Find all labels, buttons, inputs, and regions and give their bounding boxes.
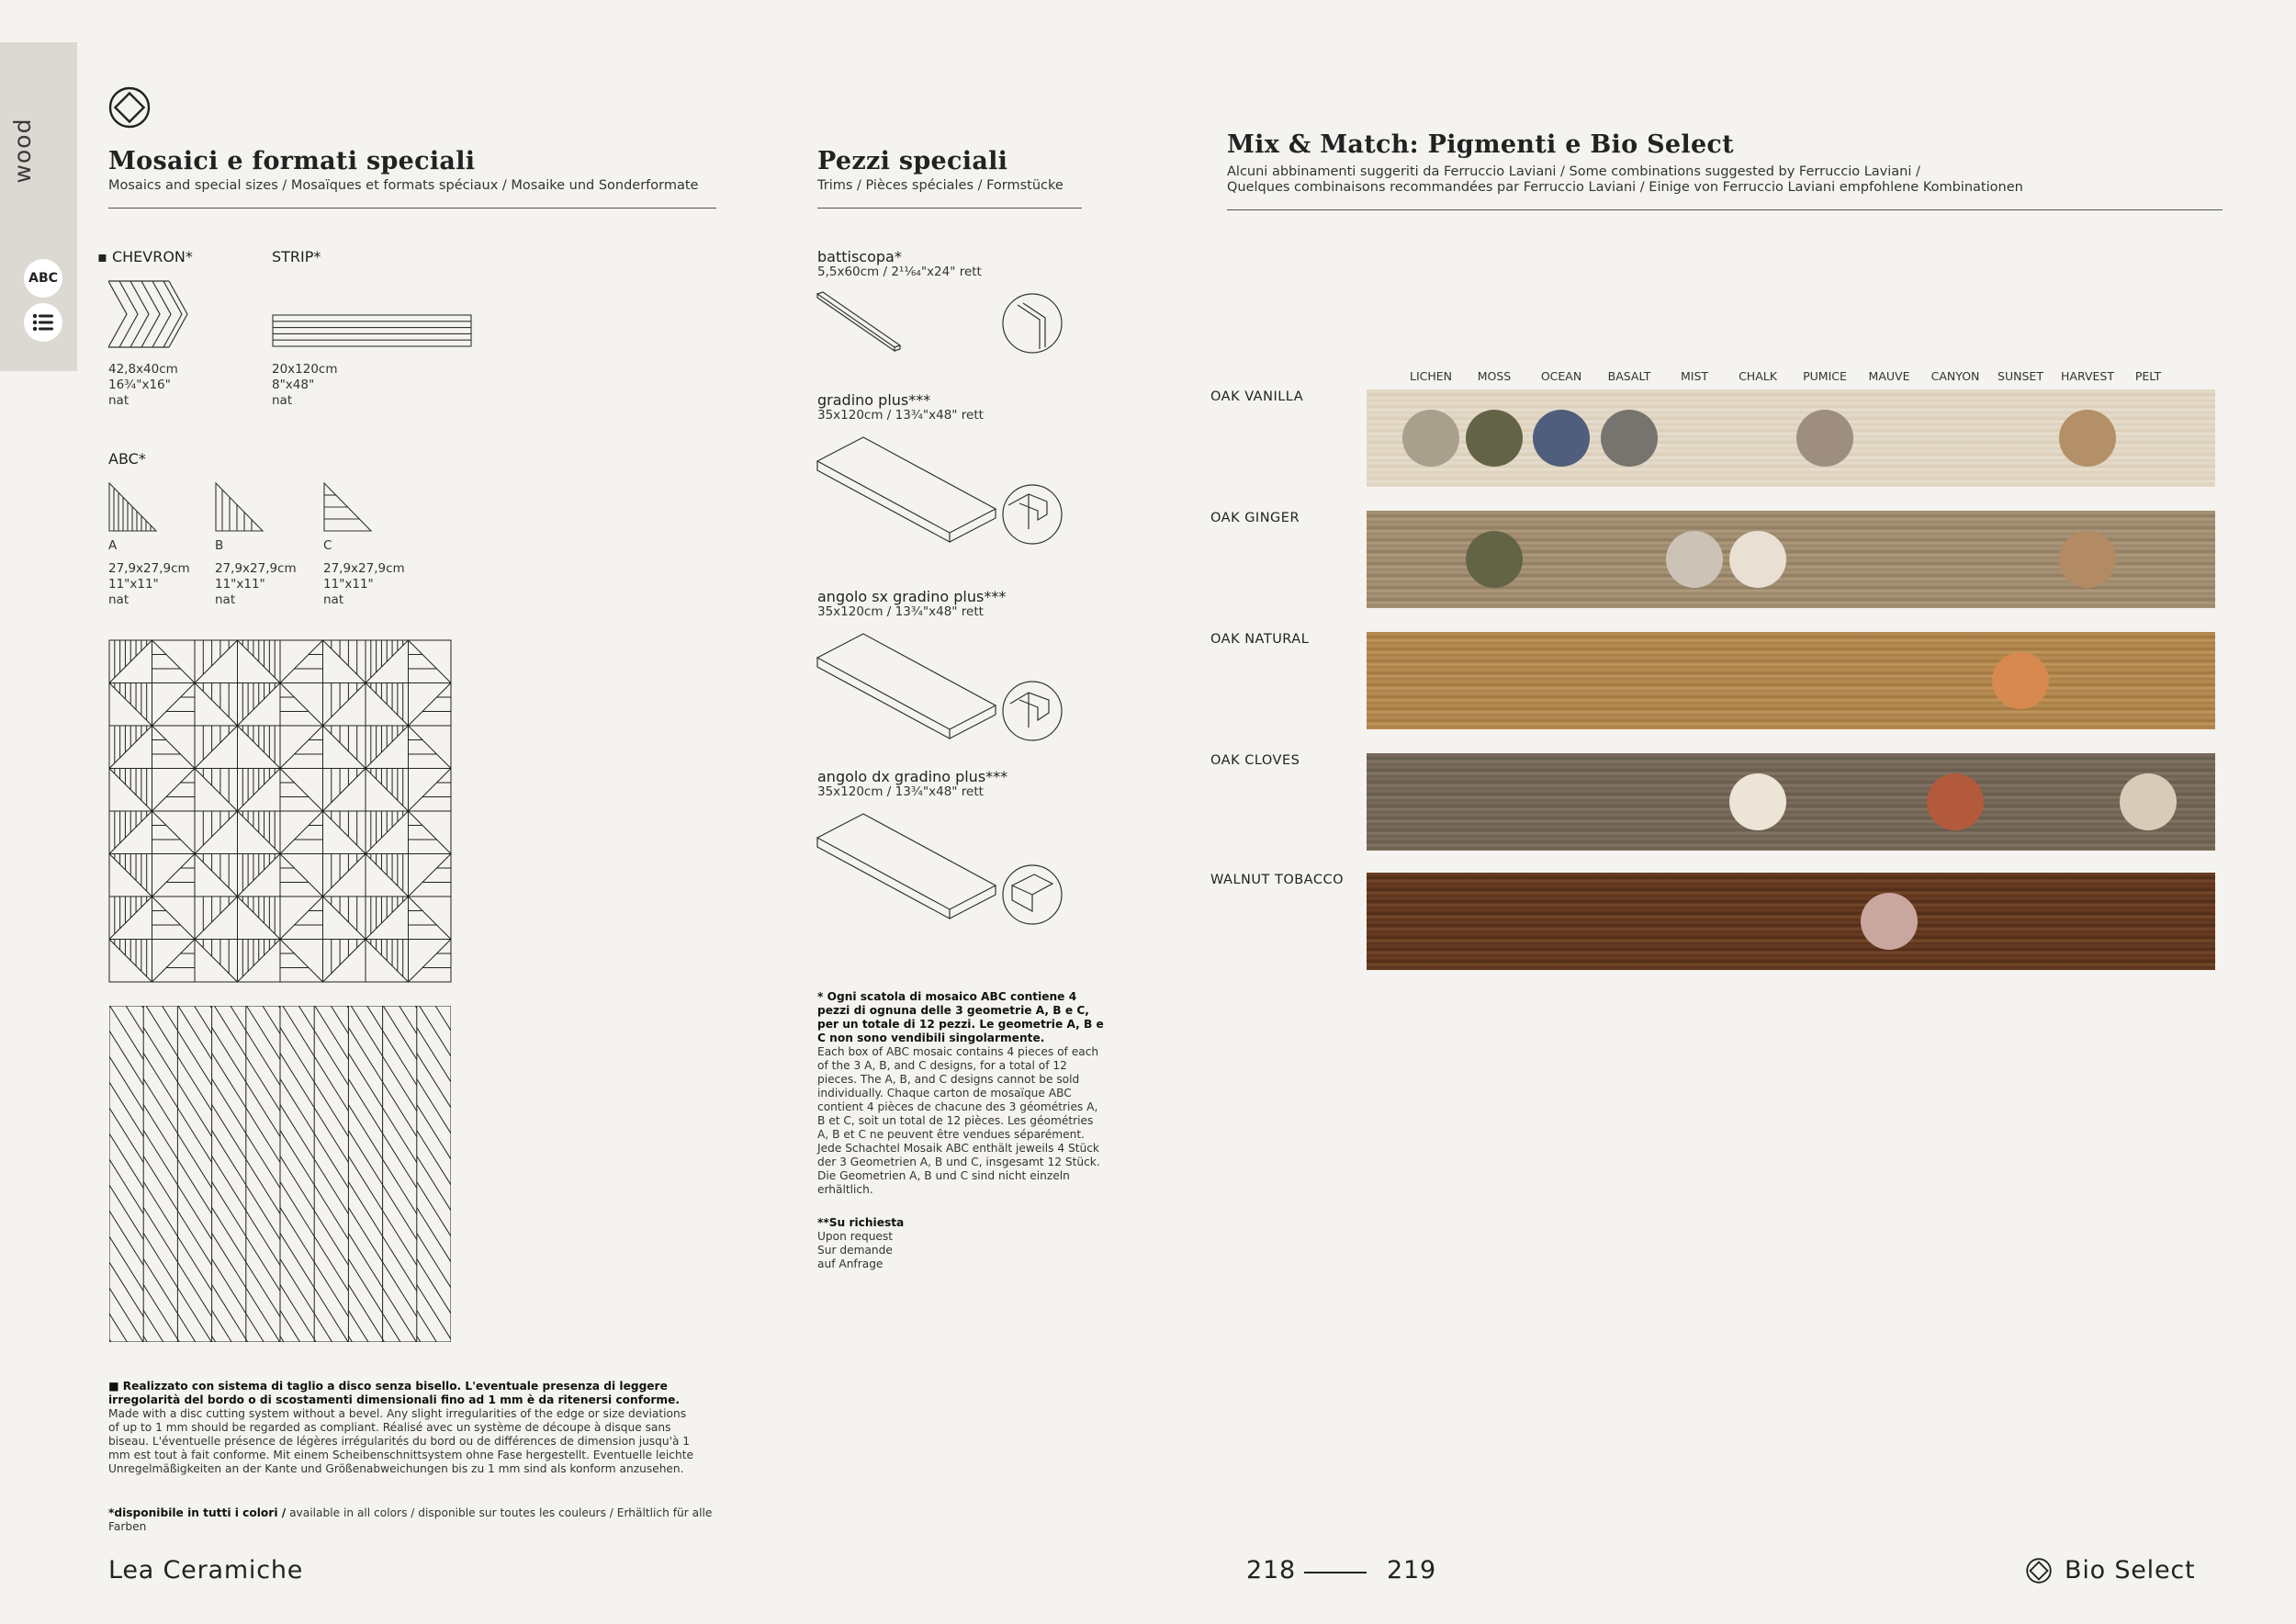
pigment-swatch-harvest[interactable]	[2059, 410, 2116, 467]
angolo-dx-section-icon	[1001, 863, 1064, 926]
trim-angolo-dx-name: angolo dx gradino plus***	[817, 768, 1008, 785]
page-divider	[1304, 1572, 1367, 1573]
wood-strip-oak-vanilla	[1367, 389, 2215, 487]
divider	[817, 208, 1082, 209]
abc-piece-a-drawing	[108, 481, 158, 533]
abc-pattern-illustration	[108, 639, 452, 983]
chevron-specs: 42,8x40cm 16¾"x16" nat	[108, 362, 178, 408]
finish-label-oak-ginger: OAK GINGER	[1210, 511, 1300, 525]
strip-label: STRIP*	[272, 248, 321, 265]
abc-piece-a-specs: A 27,9x27,9cm 11"x11" nat	[108, 538, 190, 607]
trim-gradino-name: gradino plus***	[817, 391, 931, 409]
pigment-swatch-canyon[interactable]	[1927, 773, 1984, 830]
brand-logo-icon	[108, 86, 151, 129]
finish-label-walnut-tobacco: WALNUT TOBACCO	[1210, 873, 1345, 887]
on-request-note: **Su richiesta Upon request Sur demande auf Anfrage	[817, 1216, 905, 1270]
abc-piece-b-drawing	[215, 481, 264, 533]
gradino-plus-drawing	[816, 434, 999, 547]
wood-strip-oak-cloves	[1367, 753, 2215, 851]
gradino-section-icon	[1001, 483, 1064, 546]
pigment-column-mist: MIST	[1680, 369, 1709, 383]
list-icon	[32, 313, 54, 332]
pigment-swatch-mauve[interactable]	[1861, 893, 1918, 950]
divider	[108, 208, 716, 209]
trim-angolo-dx-size: 35x120cm / 13¾"x48" rett	[817, 784, 984, 799]
chevron-pattern-illustration	[108, 1005, 452, 1343]
pezzi-subtitle: Trims / Pièces spéciales / Formstücke	[817, 178, 1064, 193]
pigment-swatch-chalk[interactable]	[1729, 531, 1786, 588]
pigment-column-ocean: OCEAN	[1540, 369, 1582, 383]
abc-piece-c-drawing	[323, 481, 373, 533]
chevron-label: ▪ CHEVRON*	[97, 248, 193, 265]
side-tab-label: wood	[9, 118, 36, 184]
mix-subtitle-1: Alcuni abbinamenti suggeriti da Ferruccio Laviani / Some combinations suggested by Ferruccio Laviani /	[1227, 164, 1920, 179]
pigment-swatch-moss[interactable]	[1466, 410, 1523, 467]
pigment-swatch-harvest[interactable]	[2059, 531, 2116, 588]
pigment-column-pumice: PUMICE	[1803, 369, 1847, 383]
abc-box-note: * Ogni scatola di mosaico ABC contiene 4 pezzi di ognuna delle 3 geometrie A, B e C, per un totale di 12 pezzi. Le geometrie A, B e C non sono vendibili singolarmente. Each box of ABC mosaic contains 4 pieces of each of the 3 A, B, and C designs, for a total of 12 pieces. The A, B, and C designs cannot be sold individually. Chaque carton de mosaïque ABC contient 4 pièces de chacune des 3 géométries A, B et C, soit un total de 12 pièces. Les géométries A, B et C ne peuvent être vendues séparément. Jede Schachtel Mosaik ABC enthält jeweils 4 Stück der 3 Geometrien A, B und C, insgesamt 12 Stück. Die Geometrien A, B und C sind nicht einzeln erhältlich.	[817, 990, 1104, 1196]
finish-label-oak-cloves: OAK CLOVES	[1210, 753, 1300, 768]
abc-piece-b-specs: B 27,9x27,9cm 11"x11" nat	[215, 538, 297, 607]
finish-label-oak-vanilla: OAK VANILLA	[1210, 389, 1304, 404]
pigment-column-lichen: LICHEN	[1409, 369, 1453, 383]
abc-piece-c-specs: C 27,9x27,9cm 11"x11" nat	[323, 538, 405, 607]
trim-angolo-sx-size: 35x120cm / 13¾"x48" rett	[817, 604, 984, 619]
divider	[1227, 209, 2223, 210]
pigment-swatch-sunset[interactable]	[1992, 652, 2049, 709]
trim-gradino-size: 35x120cm / 13¾"x48" rett	[817, 408, 984, 423]
pigment-swatch-pumice[interactable]	[1796, 410, 1853, 467]
pigment-swatch-moss[interactable]	[1466, 531, 1523, 588]
pigment-swatch-lichen[interactable]	[1402, 410, 1459, 467]
collection-name: Bio Select	[2065, 1556, 2196, 1585]
pigment-column-harvest: HARVEST	[2061, 369, 2114, 383]
list-button[interactable]	[24, 303, 62, 342]
availability-note: *disponibile in tutti i colori / available in all colors / disponible sur toutes les couleurs / Erhältlich für alle Farben	[108, 1506, 713, 1533]
pigment-swatch-basalt[interactable]	[1601, 410, 1658, 467]
strip-specs: 20x120cm 8"x48" nat	[272, 362, 338, 408]
mosaici-subtitle: Mosaics and special sizes / Mosaïques et formats spéciaux / Mosaike und Sonderformate	[108, 178, 699, 193]
cutting-note: ■ Realizzato con sistema di taglio a disco senza bisello. L'eventuale presenza di leggere irregolarità del bordo o di scostamenti dimensionali fino ad 1 mm è da ritenersi conforme. Made with a disc cutting system without a bevel. Any slight irregularities of the edge or size deviations of up to 1 mm should be regarded as compliant. Réalisé avec un système de découpe à disque sans biseau. L'éventuelle présence de légères irrégularités du bord ou de différences de dimension jusqu'à 1 mm est tout à fait conforme. Mit einem Scheibenschnittsystem ohne Fase hergestellt. Eventuelle leichte Unregelmäßigkeiten an der Kante und Größenabweichungen bis zu 1 mm sind als konform anzusehen.	[108, 1380, 693, 1475]
bio-select-logo-icon	[2026, 1558, 2052, 1584]
mix-title: Mix & Match: Pigmenti e Bio Select	[1227, 130, 1734, 159]
pigment-swatch-pelt[interactable]	[2120, 773, 2177, 830]
chevron-drawing	[108, 279, 191, 349]
angolo-sx-drawing	[816, 630, 999, 744]
pigment-column-mauve: MAUVE	[1868, 369, 1910, 383]
mosaici-title: Mosaici e formati speciali	[108, 147, 476, 175]
finish-label-oak-natural: OAK NATURAL	[1210, 632, 1310, 647]
pezzi-title: Pezzi speciali	[817, 147, 1008, 175]
abc-label: ABC*	[108, 450, 146, 468]
pigment-column-canyon: CANYON	[1930, 369, 1980, 383]
pigment-column-moss: MOSS	[1477, 369, 1512, 383]
page-number-right: 219	[1387, 1556, 1436, 1585]
trim-angolo-sx-name: angolo sx gradino plus***	[817, 588, 1007, 605]
pigment-swatch-ocean[interactable]	[1533, 410, 1590, 467]
wood-strip-oak-natural	[1367, 632, 2215, 729]
trim-battiscopa-name: battiscopa*	[817, 248, 902, 265]
angolo-sx-section-icon	[1001, 680, 1064, 742]
angolo-dx-drawing	[816, 810, 999, 924]
trim-battiscopa-size: 5,5x60cm / 2¹¹⁄₆₄"x24" rett	[817, 265, 982, 279]
wood-strip-walnut-tobacco	[1367, 873, 2215, 970]
strip-drawing	[272, 312, 474, 349]
pigment-column-chalk: CHALK	[1739, 369, 1777, 383]
pigment-column-basalt: BASALT	[1607, 369, 1651, 383]
wood-strip-oak-ginger	[1367, 511, 2215, 608]
pigment-swatch-chalk[interactable]	[1729, 773, 1786, 830]
battiscopa-drawing	[816, 290, 911, 356]
mix-subtitle-2: Quelques combinaisons recommandées par Ferruccio Laviani / Einige von Ferruccio Laviani empfohlene Kombinationen	[1227, 180, 2023, 195]
brand-name: Lea Ceramiche	[108, 1556, 304, 1585]
pigment-column-sunset: SUNSET	[1998, 369, 2043, 383]
pigment-swatch-mist[interactable]	[1666, 531, 1723, 588]
battiscopa-section-icon	[1001, 292, 1064, 355]
abc-button[interactable]: ABC	[24, 259, 62, 298]
side-tab	[0, 42, 77, 371]
pigment-column-pelt: PELT	[2134, 369, 2162, 383]
page-number-left: 218	[1246, 1556, 1296, 1585]
